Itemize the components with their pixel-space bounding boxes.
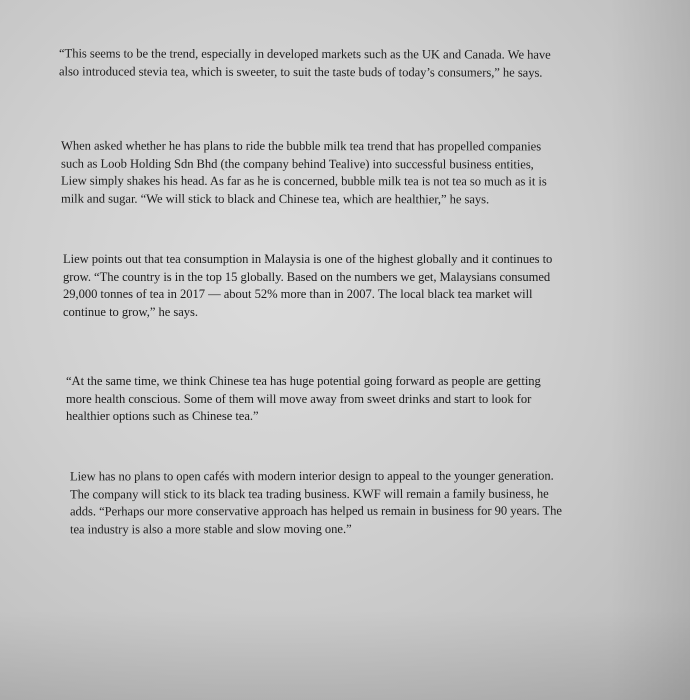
text-line: When asked whether he has plans to ride the bubble milk tea trend that has propelled companies — [61, 138, 542, 154]
text-line: 29,000 tonnes of tea in 2017 — about 52% more than in 2007. The local black tea market will — [63, 287, 533, 301]
text-line: “This seems to be the trend, especially in developed markets such as the UK and Canada. We have — [59, 46, 551, 62]
text-line: continue to grow,” he says. — [63, 304, 198, 319]
text-line: Liew has no plans to open cafés with modern interior design to appeal to the younger generation. — [69, 468, 554, 484]
text-line: adds. “Perhaps our more conservative approach has helped us remain in business for 90 years. The — [70, 503, 562, 519]
paragraph-trend-quote — [59, 45, 551, 81]
page-shadow-right — [610, 0, 690, 700]
text-line: Liew simply shakes his head. As far as he is concerned, bubble milk tea is not tea so much as it is — [60, 173, 547, 189]
text-line: such as Loob Holding Sdn Bhd (the company behind Tealive) into successful business entities, — [61, 156, 534, 171]
text-line: milk and sugar. “We will stick to black and Chinese tea, which are healthier,” he says. — [60, 191, 490, 206]
text-line: “At the same time, we think Chinese tea has huge potential going forward as people are getting — [66, 374, 541, 388]
text-line: tea industry is also a more stable and slow moving one.” — [70, 521, 352, 536]
paragraph-tea-consumption — [63, 251, 552, 321]
text-line: healthier options such as Chinese tea.” — [66, 409, 259, 423]
paragraph-chinese-tea — [66, 373, 541, 426]
text-line: Liew points out that tea consumption in Malaysia is one of the highest globally and it continues to — [63, 252, 553, 266]
paragraph-bubble-milk-tea — [61, 138, 547, 209]
text-line: The company will stick to its black tea trading business. KWF will remain a family business, he — [69, 486, 549, 501]
paragraph-no-cafes — [70, 468, 562, 539]
text-line: grow. “The country is in the top 15 globally. Based on the numbers we get, Malaysians consumed — [63, 269, 551, 284]
text-line: more health conscious. Some of them will move away from sweet drinks and start to look for — [66, 391, 532, 406]
page-shadow-bottom — [0, 610, 690, 700]
text-line: also introduced stevia tea, which is sweeter, to suit the taste buds of today’s consumers,” he says. — [58, 63, 543, 80]
